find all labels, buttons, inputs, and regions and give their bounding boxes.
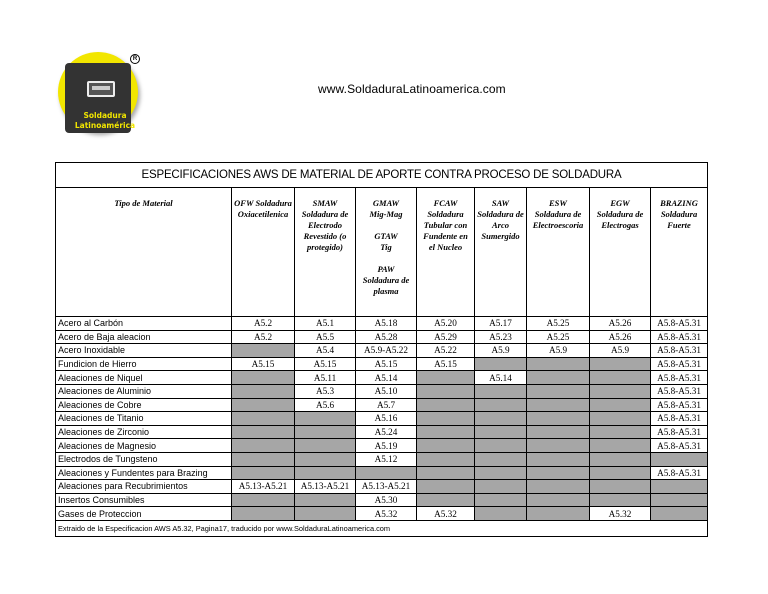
spec-cell: A5.8-A5.31: [651, 439, 708, 453]
spec-cell: [475, 439, 527, 453]
spec-cell: [232, 466, 295, 480]
header-line: plasma: [373, 286, 399, 296]
table-row: [56, 439, 708, 453]
spec-cell: [232, 439, 295, 453]
header-line: Electrogas: [601, 220, 639, 230]
spec-cell: [417, 398, 475, 412]
spec-cell: A5.2: [232, 317, 295, 331]
spec-cell: [590, 384, 651, 398]
header-line: Fuerte: [667, 220, 691, 230]
table-row: [56, 493, 708, 507]
spec-cell: A5.32: [590, 507, 651, 521]
table-row: [56, 357, 708, 371]
spec-cell: A5.25: [527, 330, 590, 344]
logo-welder-icon: [65, 63, 136, 133]
material-cell: Aleaciones para Recubrimientos: [56, 480, 232, 494]
spec-cell: A5.24: [356, 425, 417, 439]
header-line: GTAW: [374, 231, 398, 241]
header-line: GMAW: [372, 198, 400, 208]
spec-cell: A5.28: [356, 330, 417, 344]
material-cell: Acero de Baja aleacion: [56, 330, 232, 344]
spec-cell: [295, 507, 356, 521]
spec-cell: A5.2: [232, 330, 295, 344]
spec-cell: A5.3: [295, 384, 356, 398]
header-process: [527, 188, 590, 317]
spec-cell: A5.13-A5.21: [356, 480, 417, 494]
spec-cell: [356, 466, 417, 480]
spec-cell: [417, 493, 475, 507]
material-cell: Aleaciones de Titanio: [56, 412, 232, 426]
header-line: Electrodo: [308, 220, 342, 230]
material-cell: Aleaciones de Aluminio: [56, 384, 232, 398]
spec-cell: A5.8-A5.31: [651, 425, 708, 439]
spec-cell: [590, 371, 651, 385]
spec-cell: A5.8-A5.31: [651, 398, 708, 412]
spec-cell: [232, 507, 295, 521]
spec-cell: [417, 371, 475, 385]
table-row: [56, 344, 708, 358]
spec-cell: [475, 412, 527, 426]
spec-cell: A5.18: [356, 317, 417, 331]
spec-cell: [651, 452, 708, 466]
spec-cell: A5.12: [356, 452, 417, 466]
site-url[interactable]: www.SoldaduraLatinoamerica.com: [318, 82, 506, 96]
spec-table: [55, 162, 708, 537]
table-title: ESPECIFICACIONES AWS DE MATERIAL DE APORTE CONTRA PROCESO DE SOLDADURA: [56, 163, 708, 188]
spec-cell: [295, 452, 356, 466]
spec-cell: A5.15: [356, 357, 417, 371]
header-line: Revestido (o: [303, 231, 347, 241]
header-line: el Nucleo: [428, 242, 463, 252]
spec-cell: [651, 480, 708, 494]
spec-cell: [651, 493, 708, 507]
table-row: [56, 425, 708, 439]
spec-cell: [527, 357, 590, 371]
spec-cell: [295, 412, 356, 426]
spec-cell: [232, 384, 295, 398]
spec-cell: [590, 357, 651, 371]
spec-cell: [527, 439, 590, 453]
header-line: FCAW: [433, 198, 458, 208]
spec-cell: A5.1: [295, 317, 356, 331]
header-process: [356, 188, 417, 317]
header-line: Soldadura de: [534, 209, 582, 219]
spec-cell: A5.13-A5.21: [295, 480, 356, 494]
material-cell: Fundicion de Hierro: [56, 357, 232, 371]
spec-cell: [417, 412, 475, 426]
header-line: Fundente en: [423, 231, 468, 241]
spec-cell: [590, 466, 651, 480]
material-cell: Electrodos de Tungsteno: [56, 452, 232, 466]
spec-cell: [295, 466, 356, 480]
spec-cell: A5.22: [417, 344, 475, 358]
spec-cell: [295, 425, 356, 439]
spec-cell: [590, 452, 651, 466]
company-logo: [58, 52, 142, 136]
spec-cell: A5.32: [417, 507, 475, 521]
spec-cell: [417, 480, 475, 494]
header-process: [232, 188, 295, 317]
footer-row: [56, 520, 708, 536]
header-material: [56, 188, 232, 317]
header-line: Soldadura de: [362, 275, 410, 285]
spec-cell: [232, 412, 295, 426]
spec-cell: A5.25: [527, 317, 590, 331]
spec-cell: [527, 371, 590, 385]
material-cell: Aleaciones de Cobre: [56, 398, 232, 412]
spec-cell: A5.26: [590, 330, 651, 344]
material-cell: Acero al Carbón: [56, 317, 232, 331]
header-row: [56, 188, 708, 317]
spec-cell: [590, 480, 651, 494]
spec-cell: A5.8-A5.31: [651, 371, 708, 385]
spec-cell: A5.13-A5.21: [232, 480, 295, 494]
table-row: [56, 507, 708, 521]
table-footer: Extraido de la Especificacion AWS A5.32, Pagina17, traducido por www.SoldaduraLatinoamerica.com: [56, 520, 708, 536]
spec-cell: A5.30: [356, 493, 417, 507]
spec-cell: [232, 425, 295, 439]
header-line: OFW Soldadura: [234, 198, 292, 208]
table-row: [56, 398, 708, 412]
spec-cell: [417, 466, 475, 480]
material-cell: Gases de Proteccion: [56, 507, 232, 521]
spec-cell: A5.15: [232, 357, 295, 371]
registered-mark: R: [130, 54, 140, 64]
logo-text-line2: Latinoamérica: [74, 121, 136, 130]
spec-cell: [527, 480, 590, 494]
header-line: SAW: [491, 198, 510, 208]
header-line: Electroescoria: [532, 220, 584, 230]
spec-cell: [527, 398, 590, 412]
spec-cell: [475, 452, 527, 466]
spec-cell: [475, 398, 527, 412]
material-cell: Aleaciones de Zirconio: [56, 425, 232, 439]
header-process: [417, 188, 475, 317]
material-cell: Insertos Consumibles: [56, 493, 232, 507]
spec-cell: [417, 452, 475, 466]
header-process: [295, 188, 356, 317]
spec-cell: A5.23: [475, 330, 527, 344]
spec-cell: [527, 412, 590, 426]
spec-cell: A5.6: [295, 398, 356, 412]
spec-cell: [590, 439, 651, 453]
header-line: PAW: [377, 264, 395, 274]
header-line: SMAW: [312, 198, 338, 208]
table-row: [56, 466, 708, 480]
spec-cell: A5.8-A5.31: [651, 466, 708, 480]
spec-cell: A5.20: [417, 317, 475, 331]
table-row: [56, 412, 708, 426]
spec-cell: A5.8-A5.31: [651, 384, 708, 398]
spec-cell: [232, 493, 295, 507]
table-row: [56, 371, 708, 385]
header-line: BRAZING: [660, 198, 698, 208]
spec-cell: [475, 493, 527, 507]
spec-cell: A5.8-A5.31: [651, 344, 708, 358]
header-line: Tig: [380, 242, 392, 252]
spec-cell: [295, 439, 356, 453]
logo-mask-icon: [87, 81, 115, 97]
spec-cell: [232, 344, 295, 358]
material-cell: Acero Inoxidable: [56, 344, 232, 358]
header-line: Soldadura: [427, 209, 464, 219]
spec-cell: A5.26: [590, 317, 651, 331]
spec-cell: [475, 384, 527, 398]
spec-cell: [475, 466, 527, 480]
spec-cell: A5.14: [475, 371, 527, 385]
spec-cell: A5.15: [417, 357, 475, 371]
header-line: Soldadura de: [596, 209, 644, 219]
header-line: [356, 253, 416, 264]
spec-cell: [527, 466, 590, 480]
spec-cell: A5.32: [356, 507, 417, 521]
header-line: Soldadura de: [301, 209, 349, 219]
spec-cell: [475, 507, 527, 521]
spec-cell: A5.9: [590, 344, 651, 358]
spec-cell: [232, 398, 295, 412]
header-line: Mig-Mag: [369, 209, 403, 219]
material-cell: Aleaciones y Fundentes para Brazing: [56, 466, 232, 480]
spec-cell: A5.4: [295, 344, 356, 358]
header-line: Oxiacetilenica: [237, 209, 289, 219]
spec-cell: [590, 398, 651, 412]
material-cell: Aleaciones de Niquel: [56, 371, 232, 385]
table-row: [56, 384, 708, 398]
header-line: Arco: [492, 220, 509, 230]
spec-cell: [417, 384, 475, 398]
table-row: [56, 452, 708, 466]
header-line: Soldadura: [660, 209, 698, 219]
spec-cell: [417, 425, 475, 439]
spec-cell: A5.8-A5.31: [651, 317, 708, 331]
spec-cell: A5.5: [295, 330, 356, 344]
header-line: Tipo de Material: [114, 198, 173, 208]
spec-cell: A5.14: [356, 371, 417, 385]
spec-cell: A5.17: [475, 317, 527, 331]
header-line: Sumergido: [481, 231, 520, 241]
spec-cell: [527, 425, 590, 439]
table-row: [56, 330, 708, 344]
spec-cell: [232, 452, 295, 466]
spec-cell: A5.11: [295, 371, 356, 385]
spec-cell: A5.9: [475, 344, 527, 358]
header-line: ESW: [549, 198, 567, 208]
header-process: [475, 188, 527, 317]
header-process: [590, 188, 651, 317]
spec-cell: [527, 507, 590, 521]
spec-cell: A5.29: [417, 330, 475, 344]
spec-cell: A5.16: [356, 412, 417, 426]
header-line: EGW: [610, 198, 630, 208]
spec-cell: [590, 425, 651, 439]
spec-cell: [590, 493, 651, 507]
material-cell: Aleaciones de Magnesio: [56, 439, 232, 453]
spec-cell: A5.8-A5.31: [651, 357, 708, 371]
header-line: Tubular con: [423, 220, 468, 230]
spec-cell: A5.8-A5.31: [651, 330, 708, 344]
table-row: [56, 317, 708, 331]
header-process: [651, 188, 708, 317]
spec-cell: [417, 439, 475, 453]
spec-cell: [475, 425, 527, 439]
spec-cell: A5.15: [295, 357, 356, 371]
header-line: Soldadura de: [477, 209, 524, 219]
spec-cell: [527, 493, 590, 507]
spec-cell: [651, 507, 708, 521]
spec-cell: A5.9-A5.22: [356, 344, 417, 358]
table-row: [56, 480, 708, 494]
spec-cell: [475, 357, 527, 371]
spec-cell: A5.10: [356, 384, 417, 398]
spec-cell: A5.8-A5.31: [651, 412, 708, 426]
spec-cell: [590, 412, 651, 426]
spec-cell: [295, 493, 356, 507]
spec-cell: A5.7: [356, 398, 417, 412]
spec-cell: [527, 452, 590, 466]
spec-cell: [527, 384, 590, 398]
spec-cell: A5.19: [356, 439, 417, 453]
header-line: [356, 220, 416, 231]
header-line: protegido): [307, 242, 343, 252]
spec-cell: [475, 480, 527, 494]
spec-cell: [232, 371, 295, 385]
logo-text-line1: Soldadura: [83, 111, 127, 120]
spec-cell: A5.9: [527, 344, 590, 358]
